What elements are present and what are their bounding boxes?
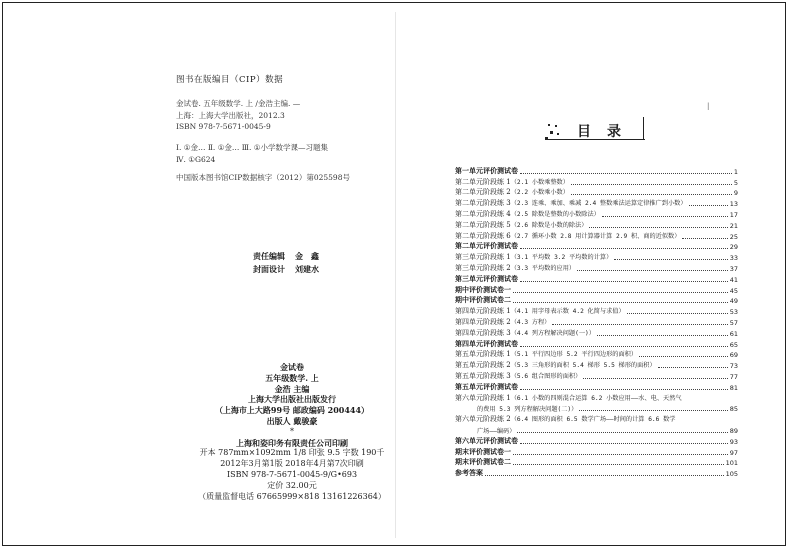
cip-record-number: 中国版本图书馆CIP数据核字（2012）第025598号 [176, 173, 350, 182]
toc-entry[interactable] [455, 165, 738, 176]
toc-entry[interactable] [455, 251, 738, 262]
imprint-line: 金试卷 [280, 362, 304, 372]
toc-page-number: 89 [729, 426, 738, 435]
toc-entry[interactable] [455, 413, 738, 424]
toc-leader-dots [552, 324, 727, 325]
toc-page-number: 29 [729, 243, 738, 252]
imprint-line: 五年级数学. 上 [265, 372, 319, 383]
toc-entry-label [455, 339, 518, 349]
toc-page-number: 93 [729, 437, 738, 446]
toc-entry-label [455, 274, 518, 284]
cip-line: 金试卷. 五年级数学. 上 /金浩主编. — [176, 99, 301, 108]
toc-entry-title: 第二单元评价测试卷 [455, 241, 518, 251]
toc-entry[interactable] [455, 176, 738, 187]
toc-entry[interactable] [455, 327, 738, 338]
toc-entry-subtitle: 广场——编码） [477, 427, 516, 435]
imprint-line: 上海大学出版社出版发行 [248, 394, 336, 405]
toc-entry-label [455, 404, 577, 413]
toc-entry-label [455, 231, 680, 241]
toc-page-number: 53 [729, 308, 738, 317]
toc-entry[interactable] [455, 197, 738, 208]
toc-entry-title: 第三单元阶段练 1 [455, 253, 511, 262]
imprint-line: 开本 787mm×1092mm 1/8 印张 9.5 字数 190千 [199, 448, 385, 458]
toc-entry-subtitle: （2.6 除数是小数的除法） [510, 221, 588, 229]
toc-entry-label [455, 436, 518, 446]
toc-leader-dots [627, 313, 728, 314]
toc-entry-subtitle: （5.6 组合图形的面积） [510, 372, 582, 380]
toc-entry[interactable] [455, 208, 738, 219]
toc-entry-title: 第六单元阶段练 1 [455, 393, 511, 402]
toc-leader-dots [571, 184, 732, 185]
imprint-block [197, 362, 387, 502]
toc-entry-title: 第四单元阶段练 3 [455, 328, 511, 337]
imprint-line: 2012年3月第1版 2018年4月第7次印刷 [220, 459, 364, 469]
toc-list [455, 165, 738, 478]
imprint-line: * [290, 426, 294, 436]
imprint-line: ISBN 978-7-5671-0045-9/G•693 [226, 469, 358, 479]
toc-page-number: 21 [729, 221, 738, 230]
toc-leader-dots [517, 432, 727, 433]
toc-entry-label [455, 393, 682, 403]
toc-leader-dots [614, 259, 727, 260]
editor-name: 金 鑫 [295, 251, 319, 261]
toc-entry[interactable] [455, 305, 738, 316]
toc-page-number: 81 [729, 383, 738, 392]
toc-entry-label [455, 306, 625, 316]
cip-heading: 图书在版编目（CIP）数据 [176, 75, 284, 85]
toc-entry[interactable] [455, 349, 738, 360]
toc-entry[interactable] [455, 370, 738, 381]
toc-entry-label [455, 177, 569, 187]
toc-entry[interactable] [455, 230, 738, 241]
toc-page-number: 69 [729, 351, 738, 360]
toc-entry-title: 第六单元阶段练 2 [455, 415, 511, 424]
toc-leader-dots [639, 356, 728, 357]
cip-class-line: Ⅳ. ①G624 [176, 155, 216, 164]
toc-entry-title: 第二单元阶段练 1 [455, 177, 511, 186]
toc-page-number: 97 [729, 448, 738, 457]
toc-leader-dots [602, 216, 728, 217]
toc-leader-dots [513, 454, 728, 455]
toc-leader-dots [579, 410, 727, 411]
toc-entry-subtitle: （6.1 小数的四则混合运算 6.2 小数应用——水、电、天然气 [510, 394, 682, 402]
toc-entry[interactable] [455, 187, 738, 198]
toc-page-number: 77 [729, 372, 738, 381]
toc-entry-title: 第二单元阶段练 4 [455, 209, 511, 218]
toc-entry-label [455, 295, 511, 305]
toc-leader-dots [513, 292, 728, 293]
toc-entry-subtitle: （6.4 图形的面积 6.5 数学广场——时间的计算 6.6 数学 [510, 416, 676, 424]
toc-leader-dots [485, 475, 724, 476]
toc-entry-label [455, 198, 687, 208]
editor-credit [253, 250, 319, 263]
toc-page-number: 49 [729, 297, 738, 306]
toc-entry-subtitle: （2.3 连乘、乘加、乘减 2.4 整数乘法运算定律推广到小数） [510, 200, 687, 208]
toc-page-number: 73 [729, 362, 738, 371]
toc-entry-title: 第四单元阶段练 1 [455, 307, 511, 316]
editor-label: 责任编辑 [253, 251, 285, 261]
toc-entry-subtitle: （3.3 平均数的应用） [510, 264, 576, 272]
toc-side-mark: | [707, 102, 710, 110]
toc-entry-subtitle: （4.4 列方程解决问题(一)） [510, 329, 595, 337]
toc-entry[interactable] [455, 403, 738, 414]
toc-entry-title: 第五单元评价测试卷 [455, 381, 518, 391]
toc-entry-subtitle: （4.1 用字母表示数 4.2 化简与求值） [510, 308, 625, 316]
toc-entry-title: 第二单元阶段练 2 [455, 188, 511, 197]
cip-class-line: Ⅰ. ①金… Ⅱ. ①金… Ⅲ. ①小学数学课—习题集 [176, 143, 329, 152]
toc-page-number: 61 [729, 329, 738, 338]
toc-page-number: 105 [725, 470, 738, 479]
cover-credit [253, 263, 319, 276]
toc-leader-dots [689, 205, 728, 206]
toc-entry-title: 第五单元阶段练 3 [455, 371, 511, 380]
toc-entry-label [455, 209, 600, 219]
toc-entry-label [455, 414, 675, 424]
cip-record [176, 98, 300, 133]
toc-entry-subtitle: 的费用 5.3 列方程解决问题(二)） [477, 406, 578, 414]
toc-leader-dots [571, 194, 732, 195]
toc-entry-title: 期末评价测试卷一 [455, 446, 511, 456]
toc-entry[interactable] [455, 457, 738, 468]
toc-entry-subtitle: （2.1 小数乘整数） [510, 178, 569, 186]
toc-entry-title: 参考答案 [455, 468, 483, 478]
toc-entry-title: 第五单元阶段练 1 [455, 350, 511, 359]
toc-page-number: 33 [729, 254, 738, 263]
toc-entry-label [455, 468, 483, 478]
toc-entry-label [455, 187, 569, 197]
toc-page-number: 65 [729, 340, 738, 349]
toc-entry-label [455, 220, 587, 230]
toc-leader-dots [583, 378, 727, 379]
toc-entry-subtitle: （2.7 循环小数 2.8 用计算器计算 2.9 积、商的近似数） [510, 232, 681, 240]
toc-entry-title: 第三单元阶段练 2 [455, 263, 511, 272]
toc-leader-dots [577, 270, 728, 271]
toc-entry-label [455, 426, 515, 435]
toc-entry[interactable] [455, 295, 738, 306]
toc-entry-title: 期末评价测试卷二 [455, 457, 511, 467]
cip-line: ISBN 978-7-5671-0045-9 [176, 122, 271, 131]
toc-leader-dots [513, 302, 728, 303]
toc-entry-label [455, 447, 511, 457]
toc-page-number: 45 [729, 286, 738, 295]
toc-entry-title: 第四单元评价测试卷 [455, 338, 518, 348]
toc-entry-title: 第二单元阶段练 5 [455, 220, 511, 229]
toc-entry[interactable] [455, 241, 738, 252]
toc-entry-subtitle: （5.3 三角形的面积 5.4 梯形 5.5 梯形的面积） [510, 362, 656, 370]
toc-leader-dots [658, 367, 728, 368]
staff-credits [253, 250, 319, 276]
toc-entry[interactable] [455, 284, 738, 295]
toc-entry-title: 第一单元评价测试卷 [455, 165, 518, 175]
toc-entry[interactable] [455, 446, 738, 457]
toc-entry-subtitle: （5.1 平行四边形 5.2 平行四边形的面积） [510, 351, 638, 359]
imprint-line: （质量监督电话 67665999×818 13161226364） [198, 491, 386, 501]
imprint-line: 定价 32.00元 [267, 480, 317, 490]
toc-page-number: 17 [729, 210, 738, 219]
cover-label: 封面设计 [253, 264, 285, 274]
imprint-line: 上海和姿印务有限责任公司印刷 [236, 437, 348, 448]
toc-leader-dots [597, 335, 728, 336]
toc-leader-dots [520, 248, 728, 249]
toc-entry[interactable] [455, 467, 738, 478]
toc-page-number: 9 [733, 189, 738, 198]
toc-entry[interactable] [455, 424, 738, 435]
toc-entry-label [455, 263, 575, 273]
toc-entry-label [455, 317, 550, 327]
toc-title: 目录 [577, 124, 637, 140]
toc-entry-title: 第二单元阶段练 3 [455, 199, 511, 208]
toc-page-number: 25 [729, 232, 738, 241]
imprint-line: 金浩 主编 [274, 383, 310, 394]
toc-page-number: 41 [729, 275, 738, 284]
toc-entry[interactable] [455, 262, 738, 273]
cip-line: 上海：上海大学出版社，2012.3 [176, 110, 285, 120]
toc-entry-label [455, 382, 518, 392]
toc-entry-label [455, 252, 612, 262]
toc-page-number: 85 [729, 405, 738, 414]
toc-page-number: 1 [733, 167, 738, 176]
toc-entry-title: 第五单元阶段练 2 [455, 361, 511, 370]
imprint-line: （上海市上大路99号 邮政编码 200444） [214, 405, 370, 416]
toc-entry-title: 第六单元评价测试卷 [455, 435, 518, 445]
toc-entry[interactable] [455, 392, 738, 403]
toc-leader-dots [682, 238, 727, 239]
toc-page-number: 57 [729, 318, 738, 327]
toc-leader-dots [520, 173, 732, 174]
toc-entry-title: 第二单元阶段练 6 [455, 231, 511, 240]
toc-entry-title: 第三单元评价测试卷 [455, 273, 518, 283]
toc-entry-label [455, 457, 511, 467]
toc-entry[interactable] [455, 381, 738, 392]
toc-entry-subtitle: （2.5 除数是整数的小数除法） [510, 210, 600, 218]
toc-entry-label [455, 328, 595, 338]
toc-entry-subtitle: （4.3 方程） [510, 318, 551, 326]
page-gutter [395, 12, 396, 538]
toc-leader-dots [520, 346, 728, 347]
toc-entry[interactable] [455, 359, 738, 370]
toc-leader-dots [520, 389, 728, 390]
toc-entry[interactable] [455, 338, 738, 349]
toc-leader-dots [520, 443, 728, 444]
toc-entry-subtitle: （2.2 小数乘小数） [510, 189, 569, 197]
toc-leader-dots [513, 464, 724, 465]
cip-classification [176, 142, 328, 166]
toc-leader-dots [520, 281, 728, 282]
toc-entry-subtitle: （3.1 平均数 3.2 平均数的计算） [510, 254, 613, 262]
cover-name: 刘建水 [295, 264, 319, 274]
toc-leader-dots [589, 227, 727, 228]
toc-entry[interactable] [455, 316, 738, 327]
toc-page-number: 5 [733, 178, 738, 187]
toc-entry-label [455, 166, 518, 176]
toc-page-number: 101 [725, 459, 738, 468]
toc-page-number: 13 [729, 200, 738, 209]
toc-entry-label [455, 285, 511, 295]
toc-entry-title: 期中评价测试卷一 [455, 284, 511, 294]
toc-entry-label [455, 241, 518, 251]
toc-entry[interactable] [455, 273, 738, 284]
toc-entry-label [455, 371, 581, 381]
toc-entry-label [455, 360, 656, 370]
toc-entry-title: 第四单元阶段练 2 [455, 317, 511, 326]
imprint-line: 出版人 戴骏豪 [266, 415, 318, 426]
toc-entry-title: 期中评价测试卷二 [455, 295, 511, 305]
toc-entry[interactable] [455, 219, 738, 230]
toc-entry[interactable] [455, 435, 738, 446]
toc-entry-label [455, 349, 637, 359]
toc-page-number: 37 [729, 264, 738, 273]
